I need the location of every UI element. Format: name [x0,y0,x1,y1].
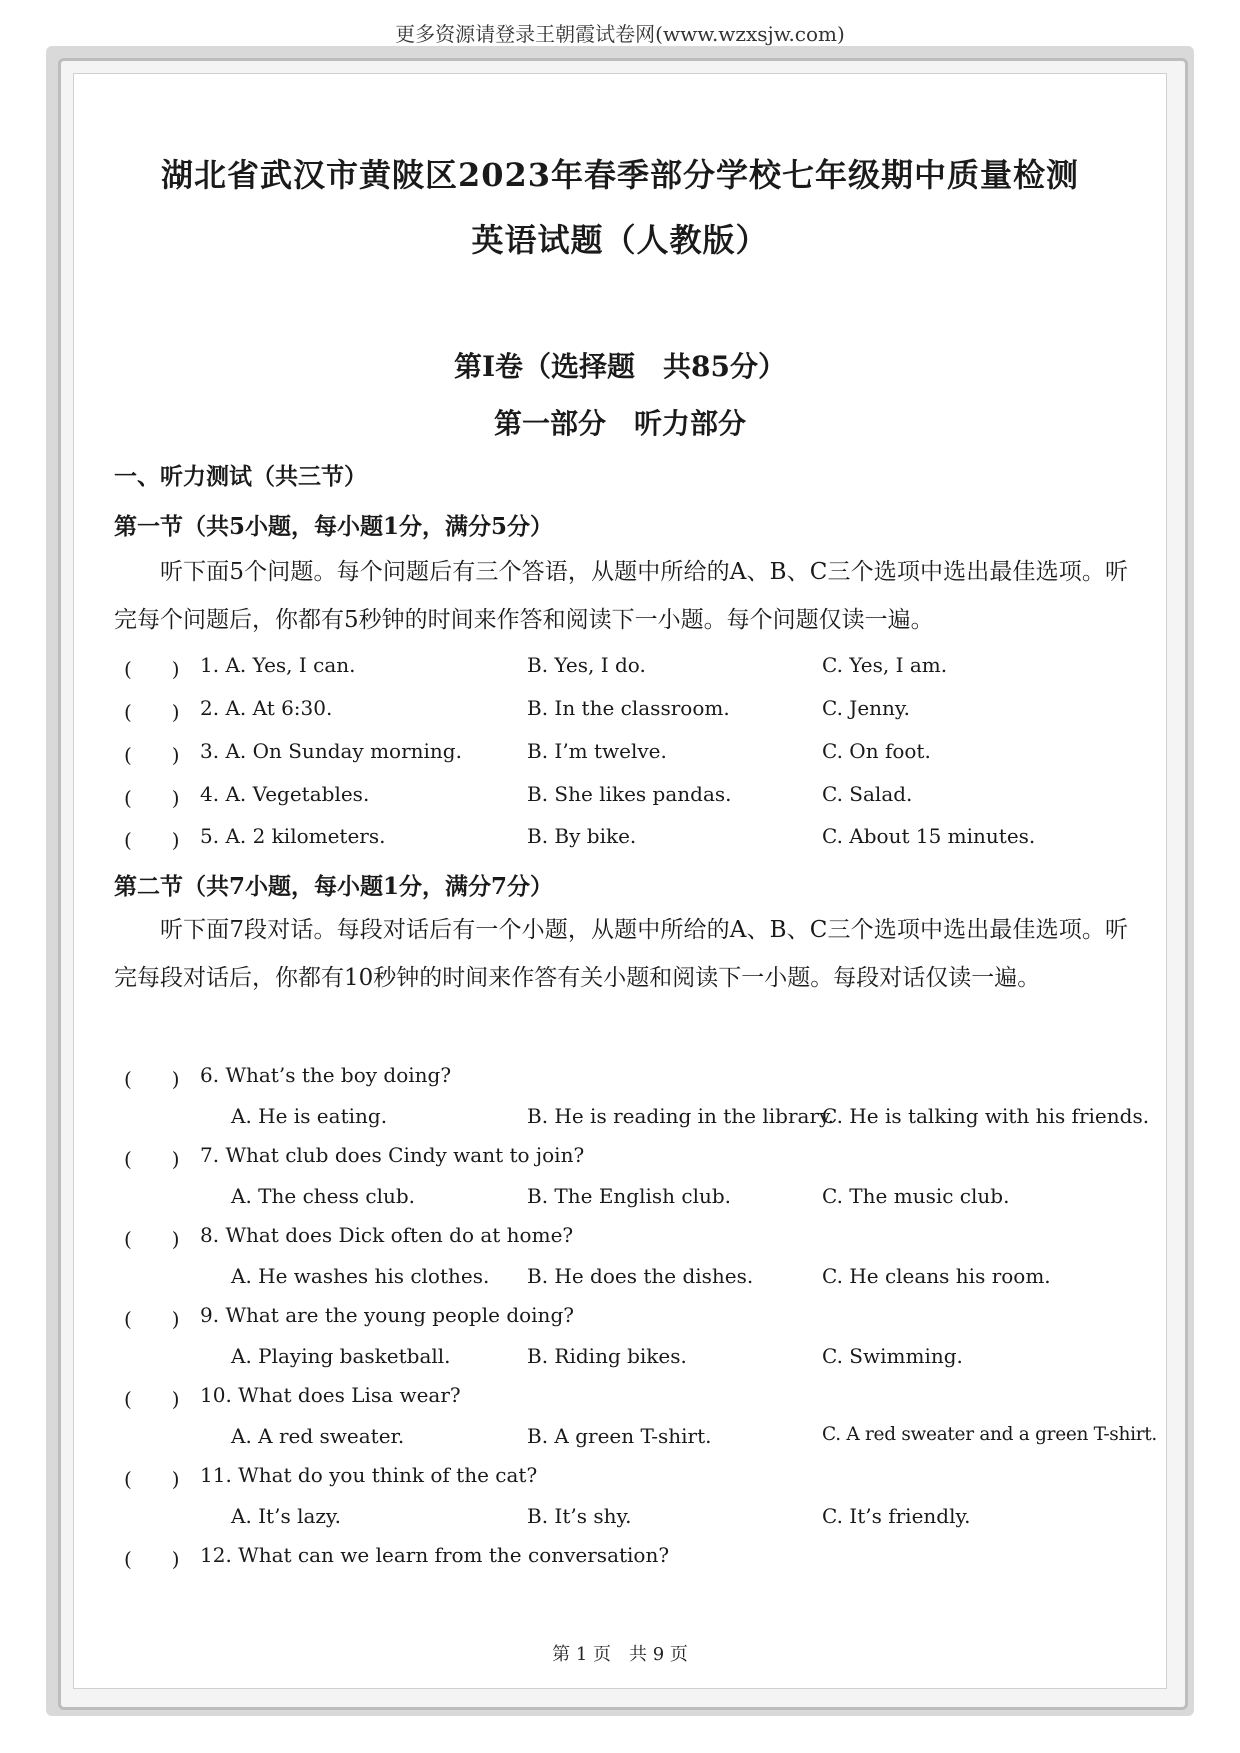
option-b: B. She likes pandas. [527,782,732,806]
answer-blank[interactable]: ( ) [124,1227,180,1251]
option-c: C. About 15 minutes. [822,824,1036,848]
question-row-7 [0,1143,1240,1175]
question-row-12 [0,1543,1240,1575]
option-b: B. It’s shy. [527,1504,632,1528]
option-c: C. He cleans his room. [822,1264,1051,1288]
page-number: 第 1 页 共 9 页 [552,1644,688,1665]
option-b: B. The English club. [527,1184,732,1208]
option-a: A. A red sweater. [231,1424,405,1448]
part-title: 第一部分 听力部分 [493,407,746,440]
question-row-6 [0,1063,1240,1095]
question-text: 9. What are the young people doing? [200,1303,574,1327]
question-row-2 [0,696,1240,728]
option-b: B. I’m twelve. [527,739,667,763]
answer-blank[interactable]: ( ) [124,828,180,852]
option-c: C. Salad. [822,782,913,806]
question-row-1 [0,653,1240,685]
question-row-11 [0,1463,1240,1495]
question-row-4 [0,782,1240,814]
question-option-a: 4. A. Vegetables. [200,782,370,806]
option-a: A. It’s lazy. [231,1504,341,1528]
question-row-8 [0,1223,1240,1255]
option-b: B. Riding bikes. [527,1344,687,1368]
answer-blank[interactable]: ( ) [124,700,180,724]
exam-title: 湖北省武汉市黄陂区2023年春季部分学校七年级期中质量检测 [160,156,1080,194]
option-row-8 [0,1264,1240,1296]
option-c: C. Yes, I am. [822,653,948,677]
question-row-9 [0,1303,1240,1335]
option-b: B. A green T-shirt. [527,1424,712,1448]
option-row-6 [0,1104,1240,1136]
question-row-3 [0,739,1240,771]
section-heading: 一、听力测试（共三节） [114,463,367,490]
option-c: C. The music club. [822,1184,1010,1208]
option-a: A. He is eating. [231,1104,388,1128]
section2-heading: 第二节（共7小题，每小题1分，满分7分） [114,873,554,900]
answer-blank[interactable]: ( ) [124,786,180,810]
option-c: C. Swimming. [822,1344,963,1368]
question-text: 12. What can we learn from the conversation? [200,1543,670,1567]
answer-blank[interactable]: ( ) [124,1307,180,1331]
question-option-a: 3. A. On Sunday morning. [200,739,462,763]
option-row-9 [0,1344,1240,1376]
question-option-a: 2. A. At 6:30. [200,696,333,720]
answer-blank[interactable]: ( ) [124,1467,180,1491]
question-text: 7. What club does Cindy want to join? [200,1143,585,1167]
answer-blank[interactable]: ( ) [124,1067,180,1091]
answer-blank[interactable]: ( ) [124,1387,180,1411]
option-a: A. He washes his clothes. [231,1264,490,1288]
question-option-a: 1. A. Yes, I can. [200,653,356,677]
section1-heading: 第一节（共5小题，每小题1分，满分5分） [114,513,554,540]
watermark-text: 更多资源请登录王朝霞试卷网(www.wzxsjw.com) [395,22,845,46]
section2-instruction: 听下面7段对话。每段对话后有一个小题，从题中所给的A、B、C三个选项中选出最佳选项。听完每段对话后，你都有10秒钟的时间来作答有关小题和阅读下一小题。每段对话仅读一遍。 [114,917,1128,991]
question-row-10 [0,1383,1240,1415]
option-c: C. He is talking with his friends. [822,1104,1150,1128]
option-row-10 [0,1424,1240,1456]
option-a: A. The chess club. [231,1184,416,1208]
question-text: 11. What do you think of the cat? [200,1463,538,1487]
answer-blank[interactable]: ( ) [124,1547,180,1571]
option-b: B. In the classroom. [527,696,730,720]
exam-subtitle: 英语试题（人教版） [471,221,769,259]
question-option-a: 5. A. 2 kilometers. [200,824,386,848]
option-c: C. Jenny. [822,696,910,720]
answer-blank[interactable]: ( ) [124,657,180,681]
question-text: 10. What does Lisa wear? [200,1383,461,1407]
question-row-5 [0,824,1240,856]
volume-title: 第Ⅰ卷（选择题 共85分） [453,350,787,383]
answer-blank[interactable]: ( ) [124,743,180,767]
option-b: B. Yes, I do. [527,653,646,677]
question-text: 8. What does Dick often do at home? [200,1223,574,1247]
option-row-11 [0,1504,1240,1536]
answer-blank[interactable]: ( ) [124,1147,180,1171]
option-c: C. On foot. [822,739,931,763]
option-c: C. A red sweater and a green T-shirt. [822,1424,1157,1445]
option-c: C. It’s friendly. [822,1504,971,1528]
option-row-7 [0,1184,1240,1216]
option-b: B. By bike. [527,824,637,848]
option-a: A. Playing basketball. [231,1344,451,1368]
section1-instruction: 听下面5个问题。每个问题后有三个答语，从题中所给的A、B、C三个选项中选出最佳选项。听完每个问题后，你都有5秒钟的时间来作答和阅读下一小题。每个问题仅读一遍。 [114,559,1128,633]
question-text: 6. What’s the boy doing? [200,1063,452,1087]
option-b: B. He is reading in the library. [527,1104,835,1128]
option-b: B. He does the dishes. [527,1264,754,1288]
